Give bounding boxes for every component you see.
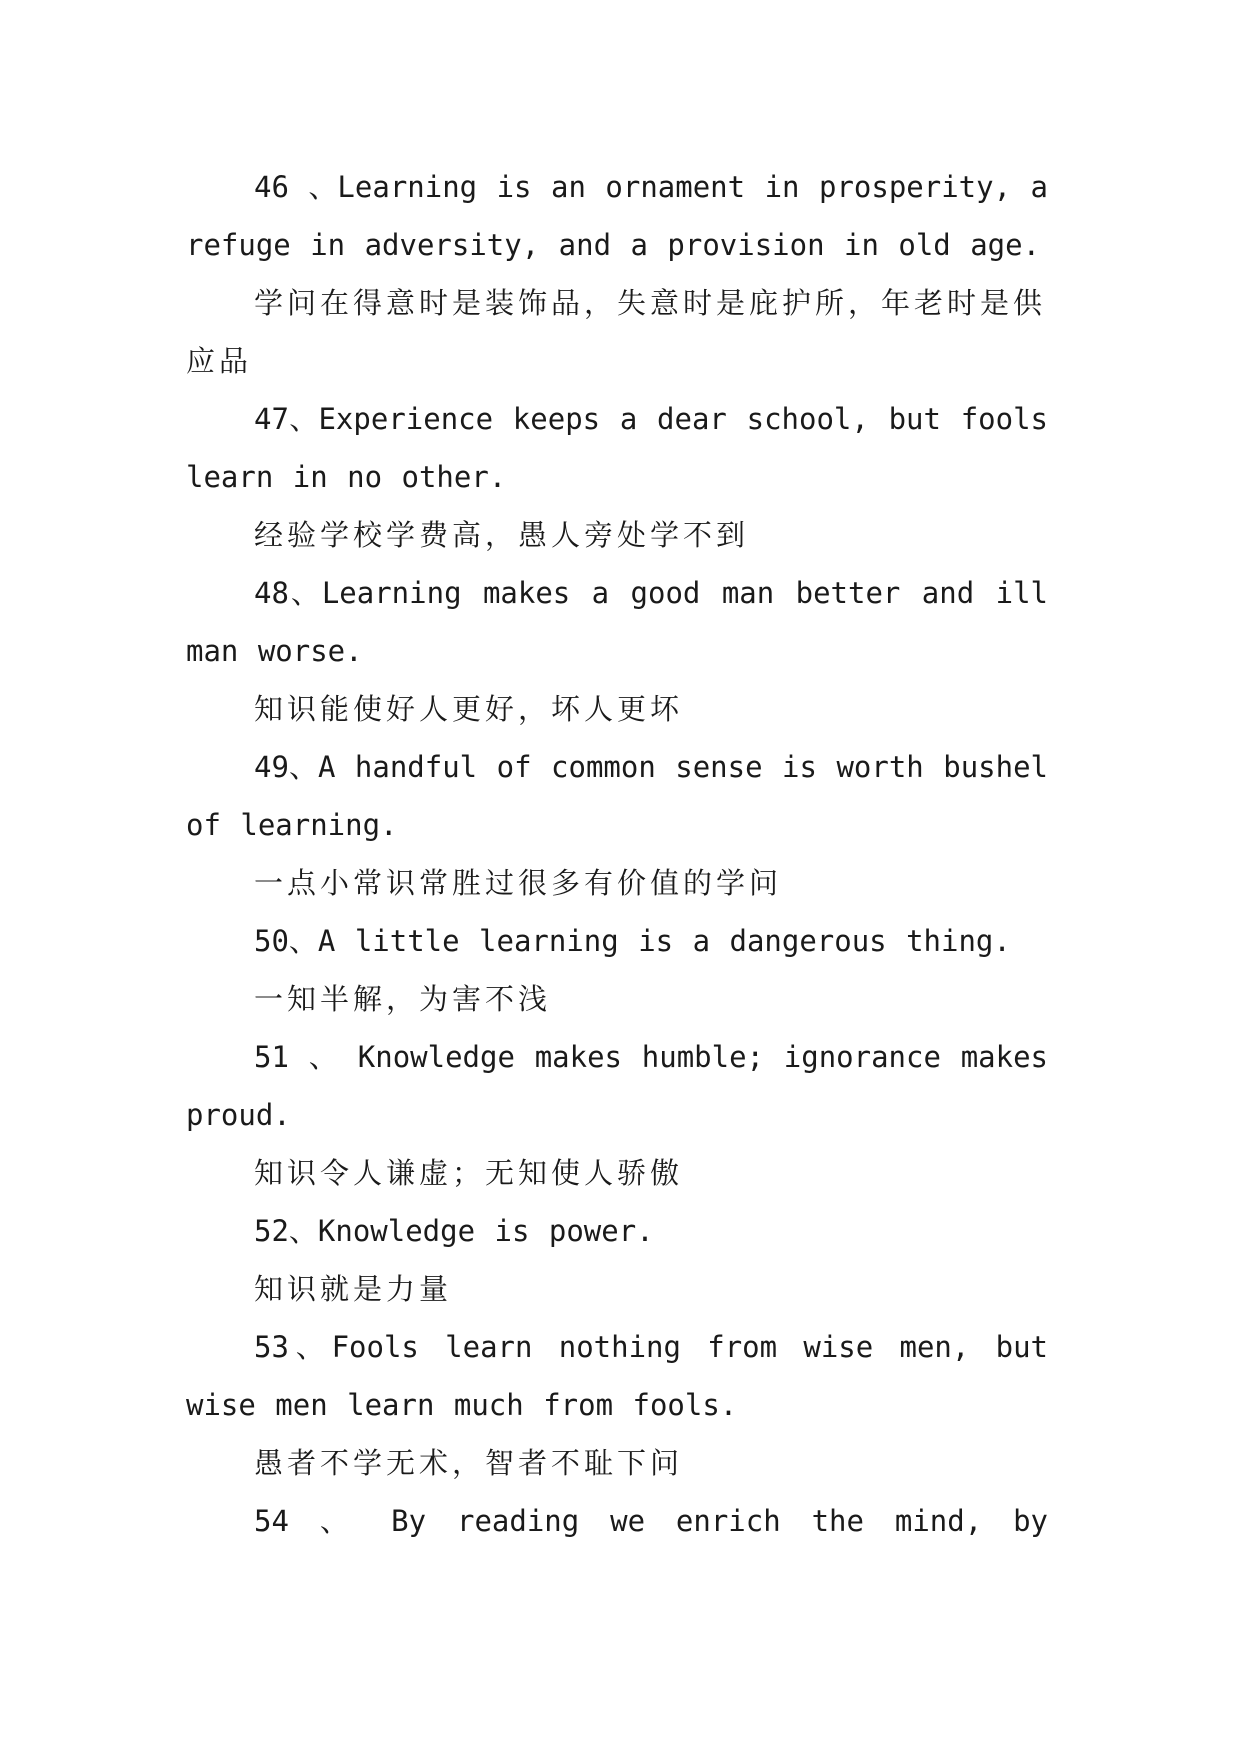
quote-47-chinese: 经验学校学费高，愚人旁处学不到 <box>254 518 750 552</box>
quote-52-chinese: 知识就是力量 <box>254 1272 453 1306</box>
quote-52-english: 52、Knowledge is power. <box>254 1214 654 1248</box>
quote-49-chinese: 一点小常识常胜过很多有价值的学问 <box>254 866 783 900</box>
quote-47-english: 47、Experience keeps a dear school, but fools learn in no other. <box>186 402 1048 494</box>
quote-51-chinese: 知识令人谦虚；无知使人骄傲 <box>254 1156 684 1190</box>
quote-53-chinese: 愚者不学无术，智者不耻下问 <box>254 1446 684 1480</box>
quote-51-english: 51 、 Knowledge makes humble; ignorance makes proud. <box>186 1040 1048 1132</box>
quote-46-english: 46 、Learning is an ornament in prosperity, a refuge in adversity, and a provision in old age. <box>186 170 1048 262</box>
quote-49-english: 49、A handful of common sense is worth bushel of learning. <box>186 750 1048 842</box>
quote-53-english: 53、Fools learn nothing from wise men, but wise men learn much from fools. <box>186 1330 1048 1422</box>
quote-48-english: 48、Learning makes a good man better and ill man worse. <box>186 576 1048 668</box>
quote-48-chinese: 知识能使好人更好，坏人更坏 <box>254 692 684 726</box>
quote-46-chinese: 学问在得意时是装饰品，失意时是庇护所，年老时是供应品 <box>186 286 1047 378</box>
document-body <box>186 158 1048 1550</box>
quote-50-english: 50、A little learning is a dangerous thing. <box>254 924 1011 958</box>
quote-50-chinese: 一知半解，为害不浅 <box>254 982 552 1016</box>
quote-54-english: 54 、 By reading we enrich the mind, by <box>254 1504 1048 1538</box>
